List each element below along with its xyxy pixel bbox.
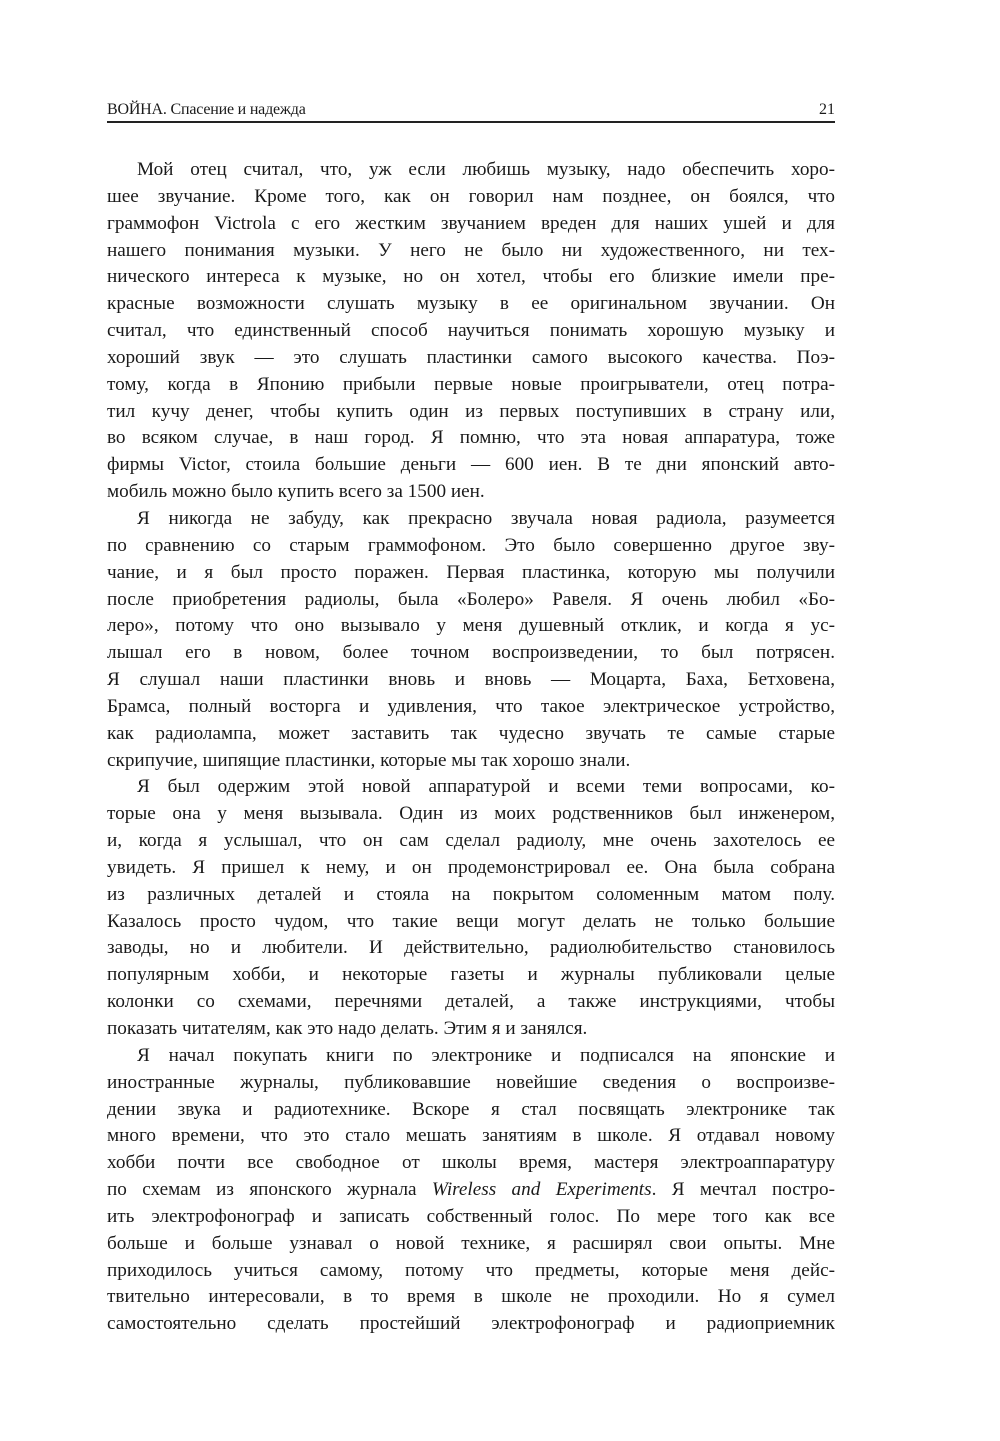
text-line: скрипучие, шипящие пластинки, которые мы так хорошо знали. — [107, 749, 631, 771]
text-line: Я был одержим этой новой аппаратурой и всеми теми вопросами, ко- — [137, 776, 835, 798]
text-line: из различных деталей и стояла на покрытом соломенным матом полу. — [107, 883, 835, 905]
running-header-title: ВОЙНА. Спасение и надежда — [107, 101, 306, 118]
paragraph — [107, 774, 835, 1042]
text-line: считал, что единственный способ научиться понимать хорошую музыку и — [107, 320, 835, 342]
text-line: заводы, но и любители. И действительно, радиолюбительство становилось — [107, 937, 835, 959]
text-line: во всяком случае, в наш город. Я помню, что эта новая аппаратура, тоже — [107, 427, 835, 449]
text-line — [107, 1177, 835, 1204]
text-segment: по схемам из японского журнала — [107, 1179, 432, 1201]
text-line: иностранные журналы, публиковавшие новейшие сведения о воспроизве- — [107, 1071, 835, 1093]
text-line: мобиль можно было купить всего за 1500 иен. — [107, 481, 485, 503]
page-number: 21 — [819, 101, 835, 118]
text-line: торые она у меня вызывала. Один из моих родственников был инженером, — [107, 803, 835, 825]
text-line: нашего понимания музыки. У него не было ни художественного, ни тех- — [107, 239, 835, 261]
paragraph — [107, 1043, 835, 1338]
text-line: твительно интересовали, в то время в школе не проходили. Но я сумел — [107, 1286, 835, 1308]
text-line: тил кучу денег, чтобы купить один из первых поступивших в страну или, — [107, 400, 835, 422]
paragraph — [107, 157, 835, 506]
text-segment: . Я мечтал постро- — [651, 1179, 835, 1201]
text-line: фирмы Victor, стоила большие деньги — 600 иен. В те дни японский авто- — [107, 454, 835, 476]
text-line: Мой отец считал, что, уж если любишь музыку, надо обеспечить хоро- — [137, 159, 835, 180]
text-line: тому, когда в Японию прибыли первые новые проигрыватели, отец потра- — [107, 373, 835, 395]
text-line: популярным хобби, и некоторые газеты и журналы публиковали целые — [107, 964, 835, 986]
text-line: Я никогда не забуду, как прекрасно звучала новая радиола, разумеется — [137, 507, 835, 529]
text-line: дении звука и радиотехнике. Вскоре я стал посвящать электронике так — [107, 1098, 835, 1120]
text-line: и, когда я услышал, что он сам сделал радиолу, мне очень захотелось ее — [107, 830, 835, 852]
text-line: по сравнению со старым граммофоном. Это было совершенно другое зву- — [107, 534, 835, 556]
text-line: больше и больше узнавал о новой технике, я расширял свои опыты. Мне — [107, 1232, 835, 1254]
text-line: чание, и я был просто поражен. Первая пластинка, которую мы получили — [107, 561, 835, 583]
text-line: Я начал покупать книги по электронике и подписался на японские и — [137, 1044, 835, 1066]
text-line: много времени, что это стало мешать занятиям в школе. Я отдавал новому — [107, 1125, 835, 1147]
text-line: хобби почти все свободное от школы время, мастеря электроаппаратуру — [107, 1152, 835, 1174]
text-line: Брамса, полный восторга и удивления, что такое электрическое устройство, — [107, 695, 835, 717]
italic-title: Wireless and Experiments — [431, 1179, 652, 1201]
text-line: нического интереса к музыке, но он хотел, чтобы его близкие имели пре- — [107, 266, 835, 288]
text-line: Казалось просто чудом, что такие вещи могут делать не только большие — [107, 910, 835, 932]
text-line: хороший звук — это слушать пластинки самого высокого качества. Поэ- — [107, 346, 835, 368]
text-line: самостоятельно сделать простейший электрофонограф и радиоприемник — [107, 1313, 835, 1335]
running-header — [107, 99, 835, 123]
text-line: леро», потому что оно вызывало у меня душевный отклик, и когда я ус- — [107, 615, 835, 637]
text-line: увидеть. Я пришел к нему, и он продемонстрировал ее. Она была собрана — [107, 856, 835, 878]
text-line: шее звучание. Кроме того, как он говорил нам позднее, он боялся, что — [107, 185, 835, 207]
page-body — [107, 157, 835, 1338]
text-line: Я слушал наши пластинки вновь и вновь — Моцарта, Баха, Бетховена, — [107, 669, 835, 691]
text-line: после приобретения радиолы, была «Болеро» Равеля. Я очень любил «Бо- — [107, 588, 835, 610]
text-line: приходилось учиться самому, потому что предметы, которые меня дейс- — [107, 1259, 835, 1281]
text-line: как радиолампа, может заставить так чудесно звучать те самые старые — [107, 722, 835, 744]
paragraph — [107, 506, 835, 774]
text-line: показать читателям, как это надо делать. Этим я и занялся. — [107, 1018, 588, 1039]
text-line: колонки со схемами, перечнями деталей, а также инструкциями, чтобы — [107, 991, 835, 1013]
text-line: ить электрофонограф и записать собственный голос. По мере того как все — [107, 1205, 835, 1227]
text-line: граммофон Victrola с его жестким звучанием вреден для наших ушей и для — [107, 212, 835, 234]
text-line: лышал его в новом, более точном воспроизведении, то был потрясен. — [107, 642, 835, 664]
text-line: красные возможности слушать музыку в ее оригинальном звучании. Он — [107, 293, 835, 315]
